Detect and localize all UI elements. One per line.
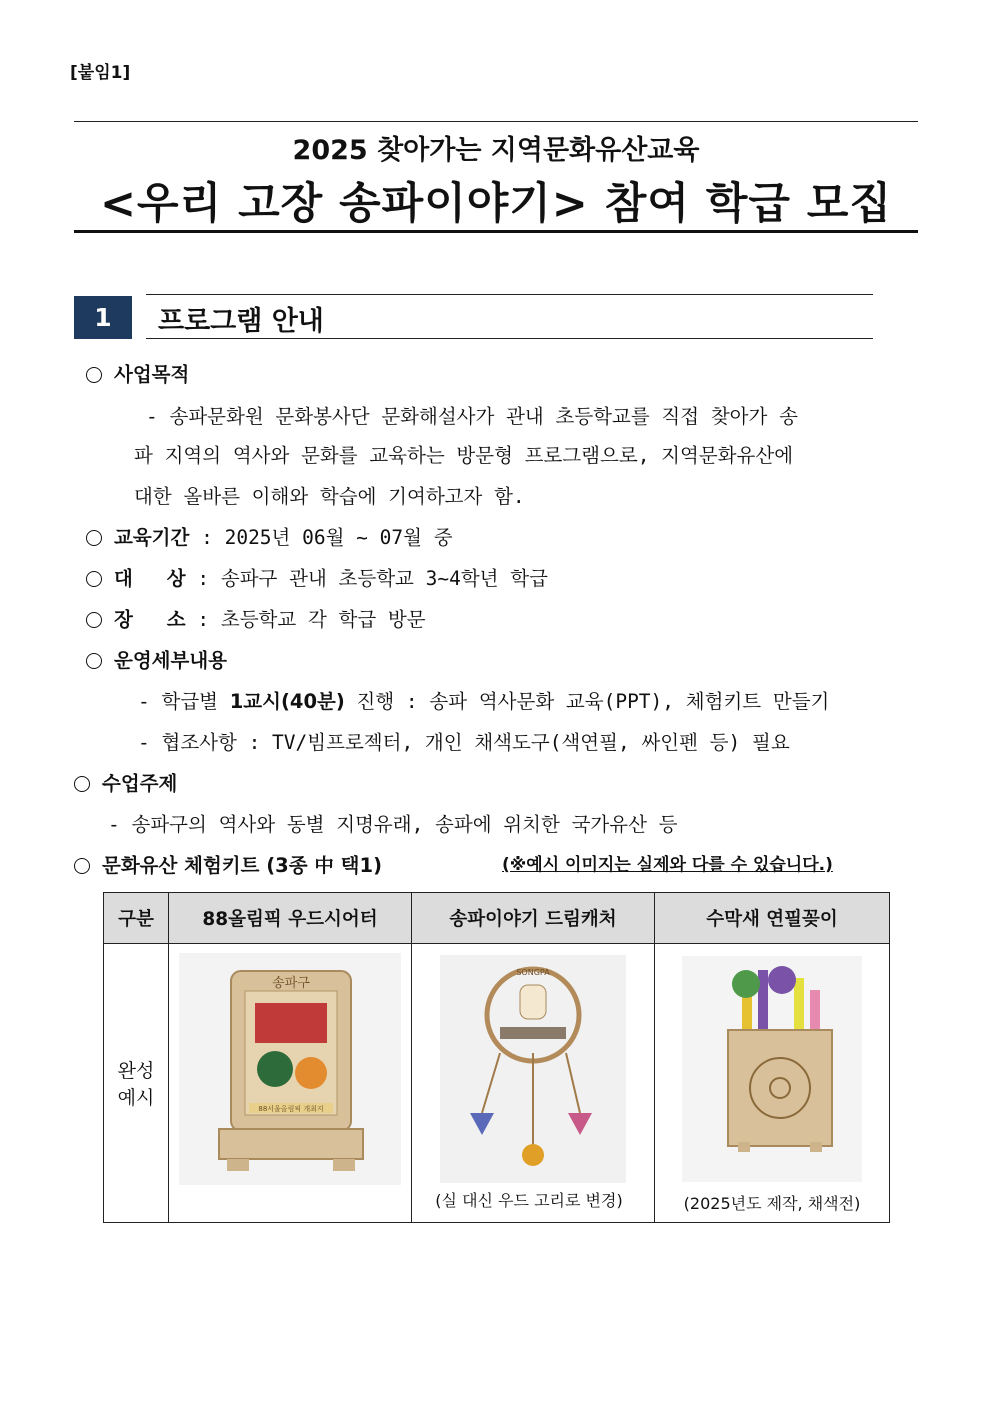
topic-heading: 수업주제 [102,772,178,795]
place-label: 장 소 [114,608,186,631]
section-rule-top [146,294,873,295]
section-rule-bottom [146,338,873,339]
header-dreamcatcher: 송파이야기 드림캐처 [412,893,655,944]
row-label-1: 완성 [117,1060,155,1082]
header-category: 구분 [104,893,169,944]
purpose-heading: 사업목적 [114,363,190,386]
operation-line-1-prefix: - 학급별 [138,690,230,713]
section-title: 프로그램 안내 [158,306,324,337]
wood-theater-cell [169,944,412,1223]
period-value: : 2025년 06월 ~ 07월 중 [201,526,453,549]
dreamcatcher-cell [412,944,655,1223]
topic-heading-row [74,768,177,796]
circle-bullet-icon [86,530,102,546]
operation-heading: 운영세부내용 [114,649,228,672]
period-row [86,522,453,550]
kit-table-row [104,944,890,1223]
topic-line: - 송파구의 역사와 동별 지명유래, 송파에 위치한 국가유산 등 [108,813,678,836]
purpose-heading-row [86,359,189,387]
circle-bullet-icon [86,571,102,587]
target-value: : 송파구 관내 초등학교 3~4학년 학급 [197,567,548,590]
place-row [86,604,426,632]
operation-line-1-suffix: 진행 : 송파 역사문화 교육(PPT), 체험키트 만들기 [344,690,830,713]
circle-bullet-icon [86,612,102,628]
wood-theater-photo [179,953,401,1185]
operation-heading-row [86,645,227,673]
target-label: 대 상 [114,567,186,590]
purpose-line-3: 대한 올바른 이해와 학습에 기여하고자 함. [134,485,525,508]
circle-bullet-icon [74,858,90,874]
kit-heading-row [74,850,382,878]
attachment-label: [붙임1] [70,63,131,83]
row-label [104,944,169,1223]
title-rule-bottom [74,230,918,233]
pencil-holder-cell [655,944,890,1223]
place-value: : 초등학교 각 학급 방문 [197,608,426,631]
image-notice: (※예시 이미지는 실제와 다를 수 있습니다.) [502,855,833,875]
target-row [86,563,548,591]
pencil-holder-photo [682,956,862,1182]
purpose-line-1: - 송파문화원 문화봉사단 문화해설사가 관내 초등학교를 직접 찾아가 송 [146,405,798,428]
purpose-line-2: 파 지역의 역사와 문화를 교육하는 방문형 프로그램으로, 지역문화유산에 [134,444,794,467]
header-pencil-holder: 수막새 연필꽂이 [655,893,890,944]
kit-table [103,892,890,1223]
section-number-badge: 1 [74,296,132,339]
circle-bullet-icon [86,653,102,669]
kit-table-header-row [104,893,890,944]
dreamcatcher-sign: SONGPA [516,968,550,977]
page-subtitle: 2025 찾아가는 지역문화유산교육 [292,135,700,166]
kit-heading: 문화유산 체험키트 (3종 中 택1) [102,854,382,877]
operation-line-2: - 협조사항 : TV/빔프로젝터, 개인 채색도구(색연필, 싸인펜 등) 필요 [138,731,790,754]
theater-banner: 88서울올림픽 개최지 [258,1105,324,1113]
theater-sign: 송파구 [272,976,310,991]
pencil-holder-caption: (2025년도 제작, 채색전) [683,1194,861,1213]
period-label: 교육기간 [114,526,190,549]
circle-bullet-icon [86,367,102,383]
page-title: <우리 고장 송파이야기> 참여 학급 모집 [100,179,892,229]
circle-bullet-icon [74,776,90,792]
operation-line-1-bold: 1교시(40분) [229,690,345,713]
header-wood-theater: 88올림픽 우드시어터 [169,893,412,944]
dreamcatcher-photo [440,955,626,1183]
operation-line-1 [138,686,829,714]
dreamcatcher-caption: (실 대신 우드 고리로 변경) [435,1191,623,1210]
title-rule-top [74,121,918,122]
row-label-2: 예시 [117,1087,155,1109]
